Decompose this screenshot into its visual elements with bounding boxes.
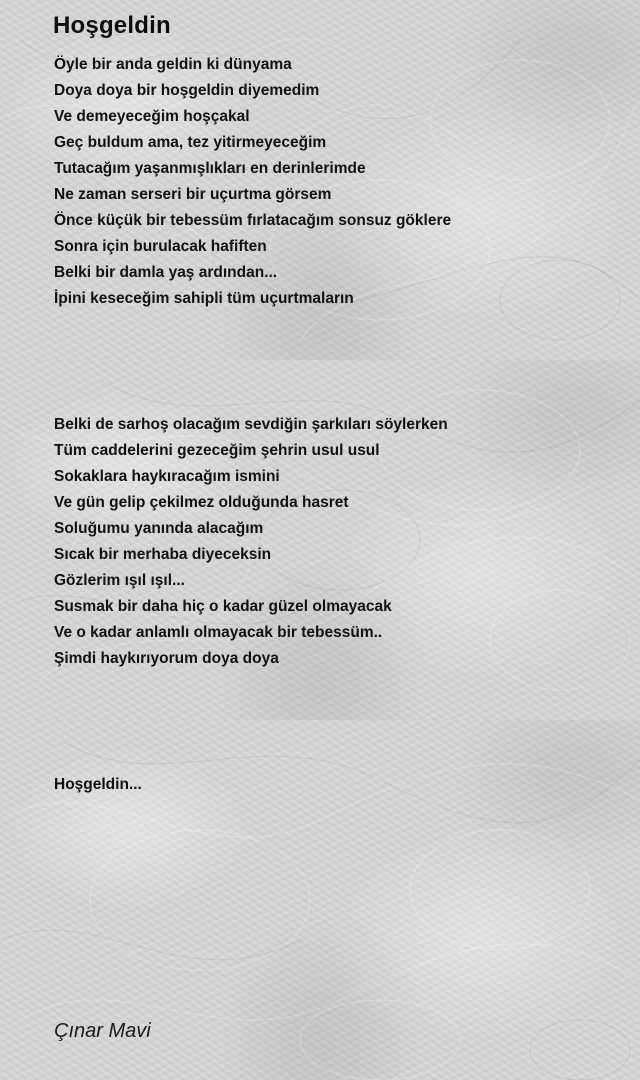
poem-line: Belki bir damla yaş ardından... xyxy=(54,264,278,281)
poem-line: Şimdi haykırıyorum doya doya xyxy=(54,650,279,667)
stanza-2 xyxy=(54,412,448,672)
poem-line: Belki de sarhoş olacağım sevdiğin şarkıları söylerken xyxy=(54,416,448,433)
poem-line: Susmak bir daha hiç o kadar güzel olmayacak xyxy=(54,598,392,615)
poem-line: Ve demeyeceğim hoşçakal xyxy=(54,108,250,125)
poem-line: Öyle bir anda geldin ki dünyama xyxy=(54,56,292,73)
poem-line: Tüm caddelerini gezeceğim şehrin usul usul xyxy=(54,442,380,459)
poem-line: Ne zaman serseri bir uçurtma görsem xyxy=(54,186,332,203)
stanza-1 xyxy=(54,52,451,312)
poem-line: Doya doya bir hoşgeldin diyemedim xyxy=(54,82,320,99)
stanza-3 xyxy=(54,772,142,798)
poem-line: Tutacağım yaşanmışlıkları en derinlerimde xyxy=(54,160,366,177)
poem-line: Ve o kadar anlamlı olmayacak bir tebessüm.. xyxy=(54,624,383,641)
poem-line: Gözlerim ışıl ışıl... xyxy=(54,572,185,589)
poem-line: Soluğumu yanında alacağım xyxy=(54,520,264,537)
poem-line: Hoşgeldin... xyxy=(54,776,142,793)
poem-line: Geç buldum ama, tez yitirmeyeceğim xyxy=(54,134,327,151)
poem-title: Hoşgeldin xyxy=(53,12,171,39)
poem-line: Ve gün gelip çekilmez olduğunda hasret xyxy=(54,494,349,511)
author-name: Çınar Mavi xyxy=(54,1020,151,1042)
poem-line: Sıcak bir merhaba diyeceksin xyxy=(54,546,272,563)
poem-line: İpini keseceğim sahipli tüm uçurtmaların xyxy=(54,290,354,307)
poem-line: Sonra için burulacak hafiften xyxy=(54,238,267,255)
poem-line: Sokaklara haykıracağım ismini xyxy=(54,468,280,485)
poem-line: Önce küçük bir tebessüm fırlatacağım sonsuz göklere xyxy=(54,212,452,229)
